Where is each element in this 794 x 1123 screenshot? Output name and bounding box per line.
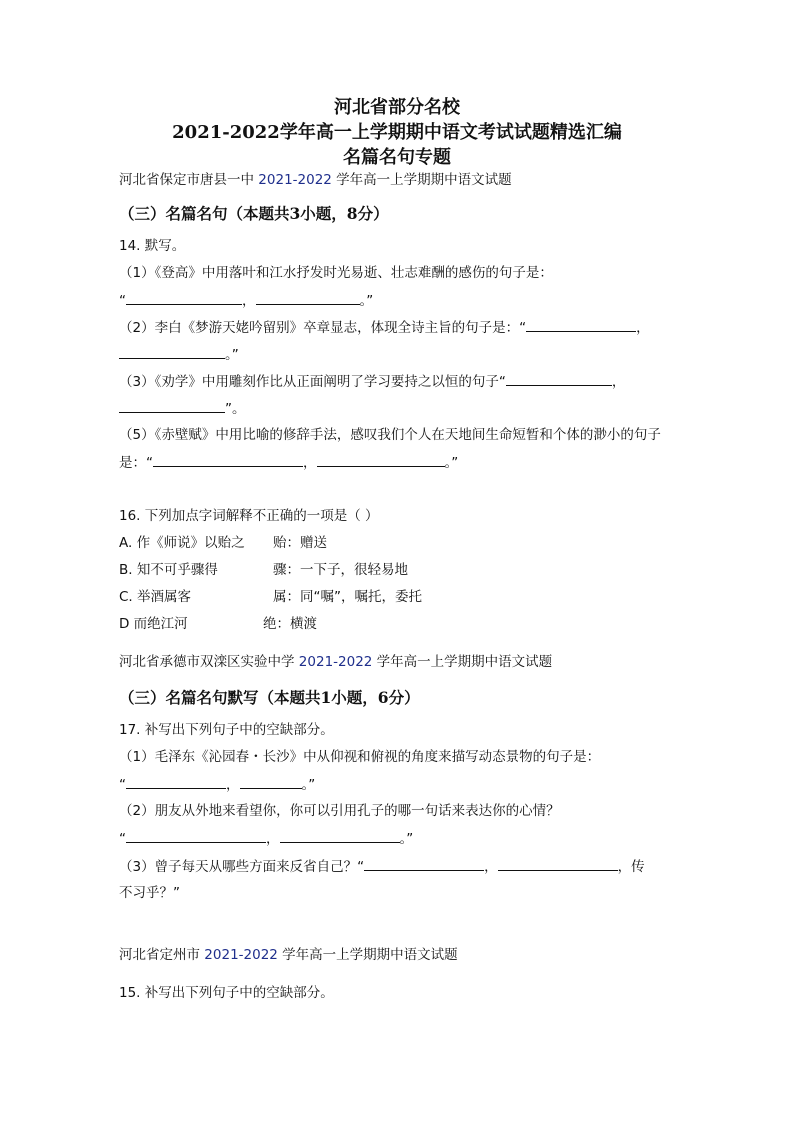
q16-option-b: B. 知不可乎骤得 骤：一下子，很轻易地 bbox=[119, 562, 408, 578]
answer-blank[interactable] bbox=[498, 856, 618, 871]
q14-item-3-blanks: ”。 bbox=[119, 398, 246, 419]
doc-title-line1: 河北省部分名校 bbox=[334, 97, 460, 118]
q16-option-a: A. 作《师说》以贻之 贻：赠送 bbox=[119, 535, 327, 551]
q16-title: 16. 下列加点字词解释不正确的一项是（ ） bbox=[119, 508, 379, 524]
answer-blank[interactable] bbox=[126, 774, 226, 789]
q17-item-2: （2）朋友从外地来看望你，你可以引用孔子的哪一句话来表达你的心情？ bbox=[119, 803, 560, 819]
q16-option-c: C. 举酒属客 属：同“嘱”，嘱托，委托 bbox=[119, 589, 422, 605]
q17-title: 17. 补写出下列句子中的空缺部分。 bbox=[119, 722, 334, 738]
answer-blank[interactable] bbox=[126, 290, 242, 305]
answer-blank[interactable] bbox=[526, 317, 636, 332]
q15-title: 15. 补写出下列句子中的空缺部分。 bbox=[119, 985, 334, 1001]
q14-item-1-blanks: “ ， 。” bbox=[119, 290, 373, 311]
q17-item-3: （3）曾子每天从哪些方面来反省自己？“ ， ，传 bbox=[119, 856, 645, 877]
answer-blank[interactable] bbox=[256, 290, 360, 305]
q14-item-3: （3）《劝学》中用雕刻作比从正面阐明了学习要持之以恒的句子“ ， bbox=[119, 371, 625, 392]
q14-item-5-blanks: 是：“ ， 。” bbox=[119, 452, 458, 473]
doc-title-line2: 2021-2022学年高一上学期期中语文考试试题精选汇编 bbox=[172, 122, 622, 143]
answer-blank[interactable] bbox=[317, 452, 445, 467]
answer-blank[interactable] bbox=[240, 774, 302, 789]
q14-item-2: （2）李白《梦游天姥吟留别》卒章显志，体现全诗主旨的句子是：“ ， bbox=[119, 317, 650, 338]
answer-blank[interactable] bbox=[506, 371, 612, 386]
answer-blank[interactable] bbox=[280, 828, 400, 843]
doc-title-line3: 名篇名句专题 bbox=[343, 147, 451, 168]
q14-item-1: （1）《登高》中用落叶和江水抒发时光易逝、壮志难酬的感伤的句子是： bbox=[119, 265, 553, 281]
answer-blank[interactable] bbox=[153, 452, 303, 467]
source-line-2: 河北省承德市双滦区实验中学 2021-2022 学年高一上学期期中语文试题 bbox=[119, 654, 553, 670]
answer-blank[interactable] bbox=[126, 828, 266, 843]
answer-blank[interactable] bbox=[119, 344, 225, 359]
section-heading-2: （三）名篇名句默写（本题共1小题，6分） bbox=[119, 688, 420, 707]
q14-item-5: （5）《赤壁赋》中用比喻的修辞手法，感叹我们个人在天地间生命短暂和个体的渺小的句子 bbox=[119, 427, 661, 443]
q16-option-d: D 而绝江河 绝：横渡 bbox=[119, 616, 317, 632]
q17-item-1: （1）毛泽东《沁园春・长沙》中从仰视和俯视的角度来描写动态景物的句子是： bbox=[119, 749, 601, 765]
q17-item-2-blanks: “ ， 。” bbox=[119, 828, 413, 849]
q14-title: 14. 默写。 bbox=[119, 238, 186, 254]
answer-blank[interactable] bbox=[119, 398, 225, 413]
q17-item-3-continued: 不习乎？” bbox=[119, 885, 180, 901]
source-line-3: 河北省定州市 2021-2022 学年高一上学期期中语文试题 bbox=[119, 947, 458, 963]
q17-item-1-blanks: “ ， 。” bbox=[119, 774, 315, 795]
answer-blank[interactable] bbox=[364, 856, 484, 871]
section-heading-1: （三）名篇名句（本题共3小题，8分） bbox=[119, 204, 389, 223]
source-line-1: 河北省保定市唐县一中 2021-2022 学年高一上学期期中语文试题 bbox=[119, 172, 512, 188]
q14-item-2-blanks: 。” bbox=[119, 344, 239, 365]
